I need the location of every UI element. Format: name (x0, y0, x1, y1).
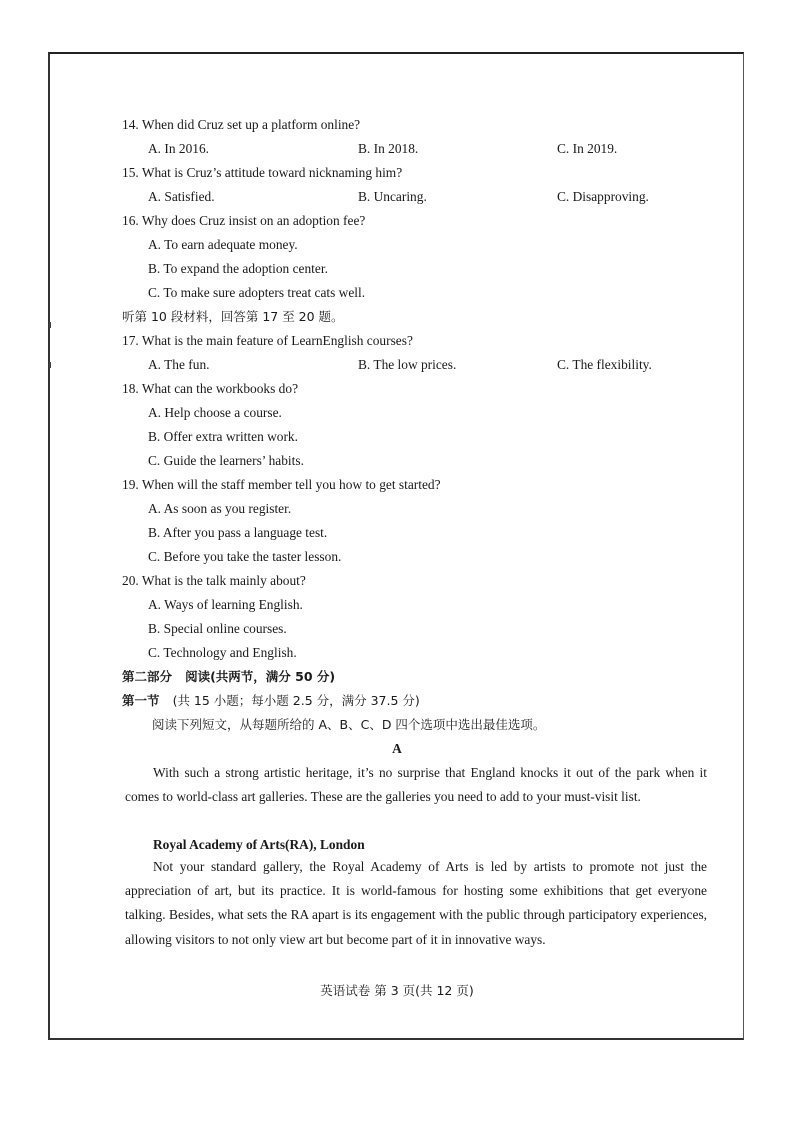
part2-heading (122, 669, 335, 685)
question-18: 18. What can the workbooks do? (122, 381, 299, 396)
option-b: B. To expand the adoption center. (148, 261, 328, 276)
reading-instruction: 阅读下列短文，从每题所给的 A、B、C、D 四个选项中选出最佳选项。 (152, 717, 546, 732)
passage-label: A (392, 741, 402, 756)
option-c: C. Before you take the taster lesson. (148, 549, 342, 564)
question-15: 15. What is Cruz’s attitude toward nicknaming him? (122, 165, 403, 180)
section1-heading (122, 693, 420, 709)
option-b: B. The low prices. (358, 357, 457, 372)
question-14: 14. When did Cruz set up a platform online? (122, 117, 361, 132)
option-a: A. Satisfied. (148, 189, 215, 204)
scan-mark (49, 322, 51, 328)
option-b: B. Uncaring. (358, 189, 427, 204)
listening-instruction: 听第 10 段材料，回答第 17 至 20 题。 (122, 309, 344, 324)
option-b: B. Special online courses. (148, 621, 287, 636)
question-19: 19. When will the staff member tell you how to get started? (122, 477, 441, 492)
question-17: 17. What is the main feature of LearnEnglish courses? (122, 333, 413, 348)
question-20: 20. What is the talk mainly about? (122, 573, 306, 588)
option-a: A. Help choose a course. (148, 405, 282, 420)
section1-detail: (共 15 小题；每小题 2.5 分，满分 37.5 分) (172, 693, 420, 708)
option-b: B. Offer extra written work. (148, 429, 298, 444)
option-c: C. The flexibility. (557, 357, 652, 372)
option-b: B. In 2018. (358, 141, 419, 156)
option-c: C. Guide the learners’ habits. (148, 453, 304, 468)
section1-label: 第一节 (122, 693, 160, 708)
option-a: A. In 2016. (148, 141, 209, 156)
paragraph-1: With such a strong artistic heritage, it’s no surprise that England knocks it out of the park when it comes to world-class art galleries. These are the galleries you need to add to your must-visit list. (125, 765, 707, 805)
subheading: Royal Academy of Arts(RA), London (153, 837, 365, 852)
question-16: 16. Why does Cruz insist on an adoption fee? (122, 213, 366, 228)
paragraph-2: Not your standard gallery, the Royal Academy of Arts is led by artists to promote not just the appreciation of art, but its practice. It is world-famous for hosting some exhibitions that get everyone talking. Besides, what sets the RA apart is its engagement with the public through participatory experiences, allowing visitors to not only view art but become part of it in innovative ways. (125, 859, 707, 947)
option-b: B. After you pass a language test. (148, 525, 328, 540)
option-a: A. The fun. (148, 357, 210, 372)
option-c: C. Disapproving. (557, 189, 649, 204)
option-c: C. Technology and English. (148, 645, 297, 660)
option-a: A. Ways of learning English. (148, 597, 303, 612)
option-a: A. As soon as you register. (148, 501, 292, 516)
part2-title: 阅读(共两节，满分 50 分) (185, 669, 336, 684)
scan-mark (49, 362, 51, 368)
option-c: C. To make sure adopters treat cats well. (148, 285, 366, 300)
option-a: A. To earn adequate money. (148, 237, 298, 252)
part2-label: 第二部分 (122, 669, 173, 684)
page-footer: 英语试卷 第 3 页(共 12 页) (320, 983, 474, 998)
option-c: C. In 2019. (557, 141, 618, 156)
